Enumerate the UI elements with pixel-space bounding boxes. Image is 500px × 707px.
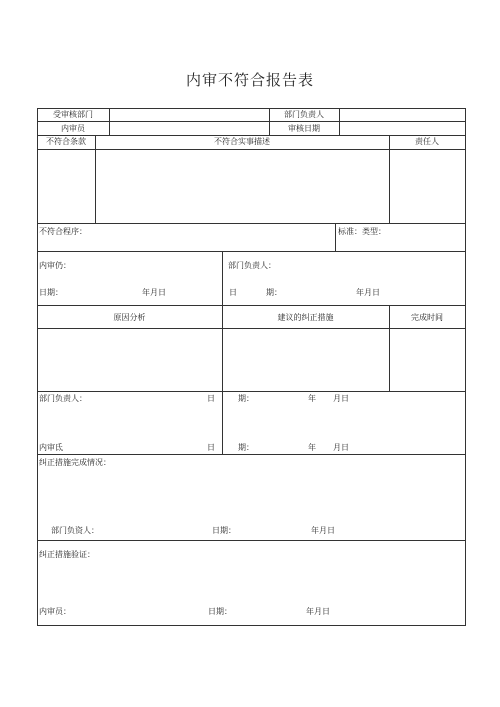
rule	[37, 108, 466, 109]
corrective-qi-2: 期：	[238, 443, 254, 452]
rule	[37, 149, 466, 150]
rule	[37, 251, 466, 252]
corrective-header: 建议的纠正措施	[277, 313, 334, 322]
completion-date: 日期：	[212, 526, 236, 535]
dept-head-label: 部门负责人	[284, 110, 324, 119]
date-left-label: 日期：	[39, 288, 63, 297]
rule	[222, 251, 223, 305]
corrective-qi: 期：	[238, 394, 254, 403]
dept-head-sign-label: 部门负责人：	[228, 261, 276, 270]
rule	[95, 135, 96, 223]
rule	[335, 223, 336, 251]
rule	[465, 108, 466, 626]
verification-date: 日期：	[208, 607, 232, 616]
description-header: 不符合实事描述	[214, 137, 270, 146]
corrective-ri: 日	[207, 394, 215, 403]
auditor-sign-label: 内审仍：	[39, 261, 71, 270]
rule	[37, 305, 466, 306]
verification-ymd: 年月日	[306, 607, 330, 616]
cause-header: 原因分析	[113, 313, 146, 322]
ymd-left: 年月日	[142, 288, 166, 297]
rule	[222, 391, 223, 454]
corrective-yueri: 月日	[333, 394, 349, 403]
corrective-dept-head: 部门负责人：	[39, 394, 87, 403]
completion-label: 纠正措施完成情况：	[39, 458, 111, 467]
date-right-a: 日	[229, 288, 237, 297]
corrective-yueri-2: 月日	[333, 443, 349, 452]
rule	[37, 391, 466, 392]
rule	[37, 135, 466, 136]
completion-ymd: 年月日	[311, 526, 335, 535]
rule	[37, 328, 466, 329]
owner-header: 责任人	[415, 137, 439, 146]
rule	[389, 135, 390, 223]
audited-dept-label: 受审核部门	[53, 110, 93, 119]
auditor-label: 内审员	[61, 124, 85, 133]
rule	[37, 108, 38, 626]
corrective-ri-2: 日	[207, 443, 215, 452]
rule	[339, 108, 340, 135]
page-title: 内审不符合报告表	[185, 71, 314, 89]
completion-dept-head: 部门负资人：	[51, 526, 99, 535]
ymd-right: 年月日	[356, 288, 380, 297]
verification-label: 纠正措施验证：	[39, 550, 95, 559]
corrective-nian-2: 年	[308, 443, 316, 452]
rule	[37, 625, 466, 626]
completion-time-header: 完成时间	[411, 313, 443, 322]
rule	[37, 121, 466, 122]
rule	[37, 540, 466, 541]
corrective-nian: 年	[308, 394, 316, 403]
corrective-auditor: 内审氐	[39, 443, 63, 452]
rule	[37, 454, 466, 455]
clause-header: 不符合条款	[46, 137, 86, 146]
rule	[37, 223, 466, 224]
audit-date-label: 审核日期	[288, 124, 320, 133]
verification-auditor: 内审员：	[39, 607, 71, 616]
rule	[109, 108, 110, 135]
procedure-label: 不符合程序：	[39, 227, 87, 236]
standard-type-label: 标准：类型：	[338, 227, 386, 236]
date-right-b: 期：	[266, 288, 282, 297]
